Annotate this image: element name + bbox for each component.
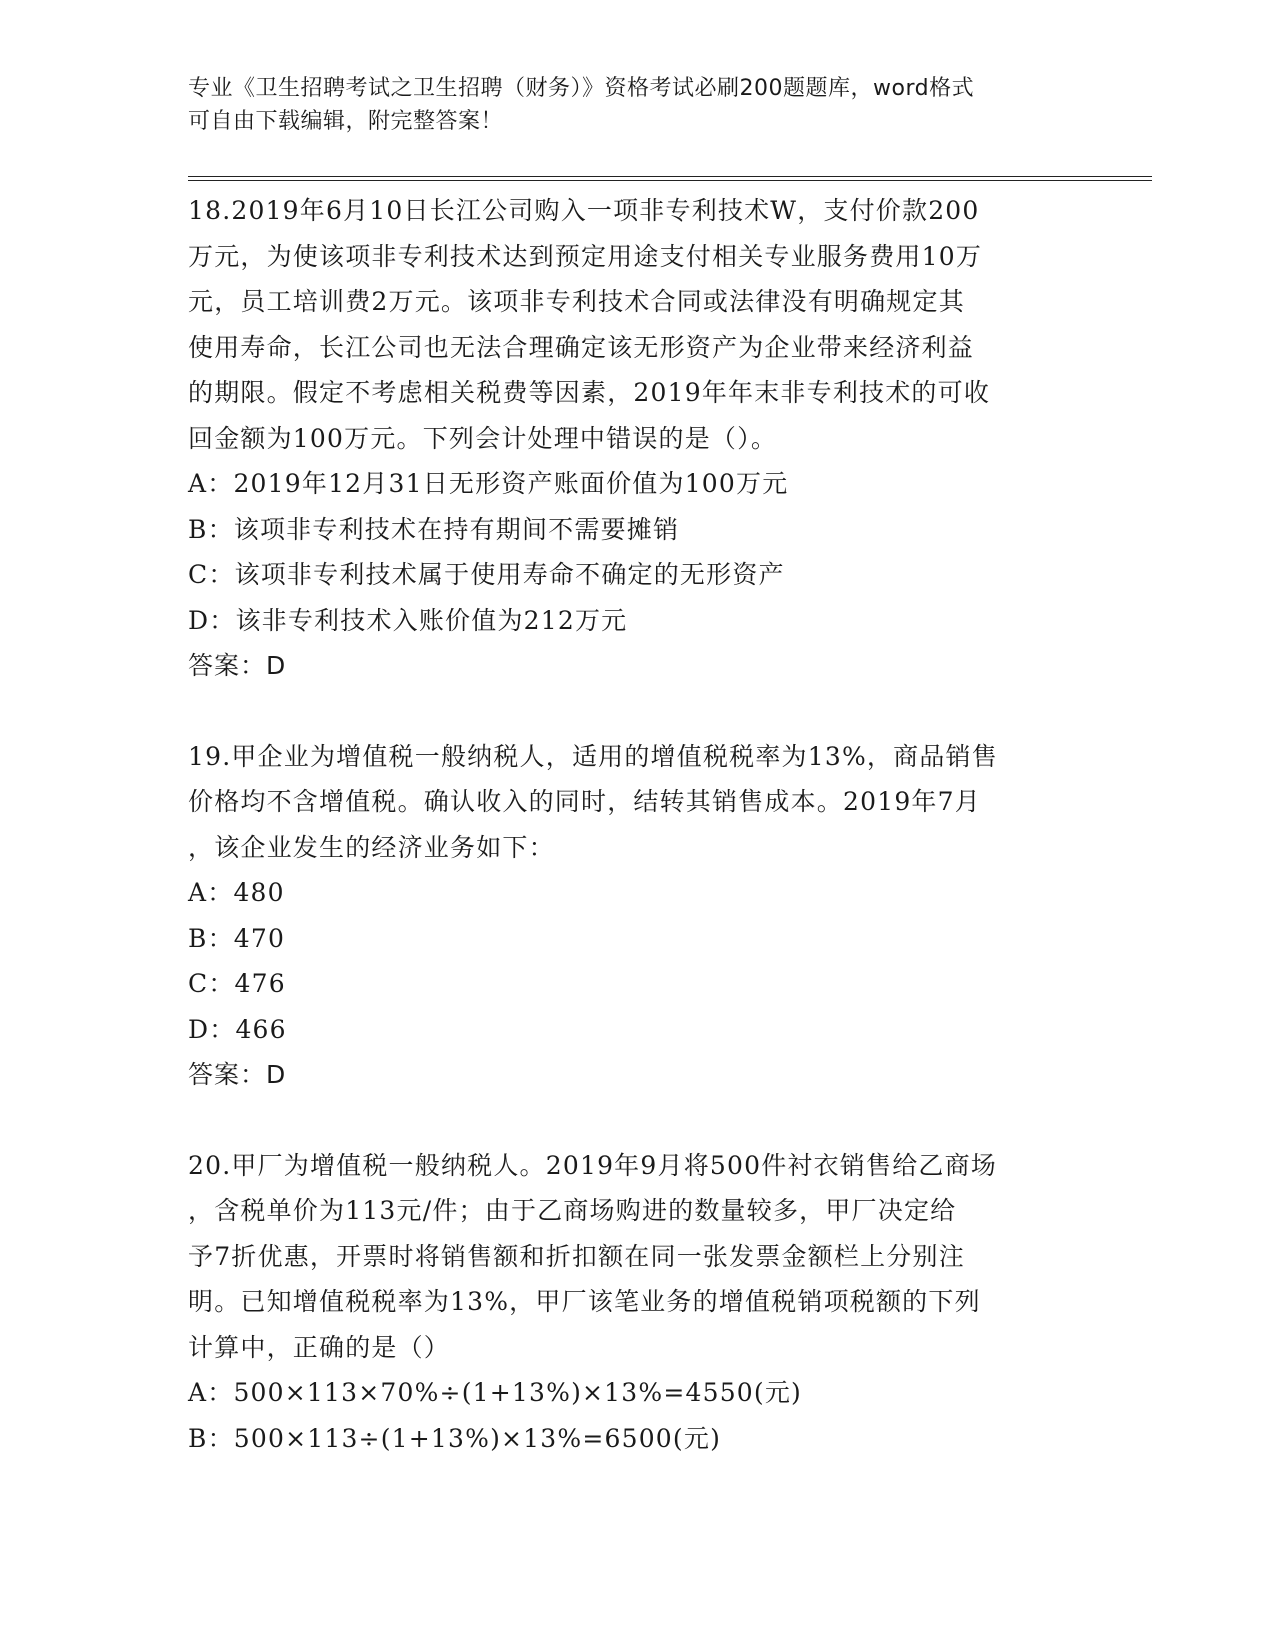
option-b: B：该项非专利技术在持有期间不需要摊销	[188, 514, 680, 544]
option-d: D：466	[188, 1014, 287, 1044]
stem-line: 20.甲厂为增值税一般纳税人。2019年9月将500件衬衣销售给乙商场	[188, 1150, 998, 1180]
question-stem	[188, 188, 1068, 461]
option-c: C：476	[188, 969, 286, 998]
stem-line: 回金额为100万元。下列会计处理中错误的是（）。	[188, 423, 778, 453]
question-spacer	[188, 689, 1068, 734]
header-line-2: 可自由下载编辑，附完整答案！	[188, 109, 504, 134]
header-divider	[188, 176, 1152, 181]
option-a: A：480	[188, 878, 285, 907]
question-stem	[188, 734, 1068, 871]
question-spacer	[188, 1098, 1068, 1143]
stem-line: 万元，为使该项非专利技术达到预定用途支付相关专业服务费用10万	[188, 241, 983, 271]
stem-line: 予7折优惠，开票时将销售额和折扣额在同一张发票金额栏上分别注	[188, 1241, 965, 1271]
stem-line: 18.2019年6月10日长江公司购入一项非专利技术W，支付价款200	[188, 196, 980, 225]
question-stem	[188, 1143, 1068, 1371]
stem-line: 价格均不含增值税。确认收入的同时，结转其销售成本。2019年7月	[188, 787, 981, 816]
stem-line: 元，员工培训费2万元。该项非专利技术合同或法律没有明确规定其	[188, 287, 965, 316]
stem-line: 19.甲企业为增值税一般纳税人，适用的增值税税率为13%，商品销售	[188, 741, 998, 771]
answer-line: 答案：D	[188, 1060, 287, 1089]
stem-line: 使用寿命，长江公司也无法合理确定该无形资产为企业带来经济利益	[188, 332, 975, 362]
stem-line: ，该企业发生的经济业务如下：	[188, 832, 555, 862]
option-b: B：470	[188, 923, 286, 953]
option-a: A：500×113×70%÷(1+13%)×13%=4550(元)	[188, 1378, 803, 1407]
stem-line: 的期限。假定不考虑相关税费等因素，2019年年末非专利技术的可收	[188, 378, 991, 407]
option-b: B：500×113÷(1+13%)×13%=6500(元)	[188, 1423, 722, 1453]
question-19	[188, 734, 1068, 1098]
stem-line: 明。已知增值税税率为13%，甲厂该笔业务的增值税销项税额的下列	[188, 1287, 981, 1316]
stem-line: ，含税单价为113元/件；由于乙商场购进的数量较多，甲厂决定给	[188, 1196, 957, 1225]
option-d: D：该非专利技术入账价值为212万元	[188, 605, 628, 635]
document-header	[188, 72, 1068, 138]
header-line-1: 专业《卫生招聘考试之卫生招聘（财务）》资格考试必刷200题题库，word格式	[188, 76, 975, 101]
question-list	[188, 188, 1068, 1461]
option-c: C：该项非专利技术属于使用寿命不确定的无形资产	[188, 560, 785, 589]
question-20	[188, 1143, 1068, 1462]
question-18	[188, 188, 1068, 689]
stem-line: 计算中，正确的是（）	[188, 1332, 451, 1362]
option-a: A：2019年12月31日无形资产账面价值为100万元	[188, 469, 789, 498]
answer-line: 答案：D	[188, 651, 287, 680]
